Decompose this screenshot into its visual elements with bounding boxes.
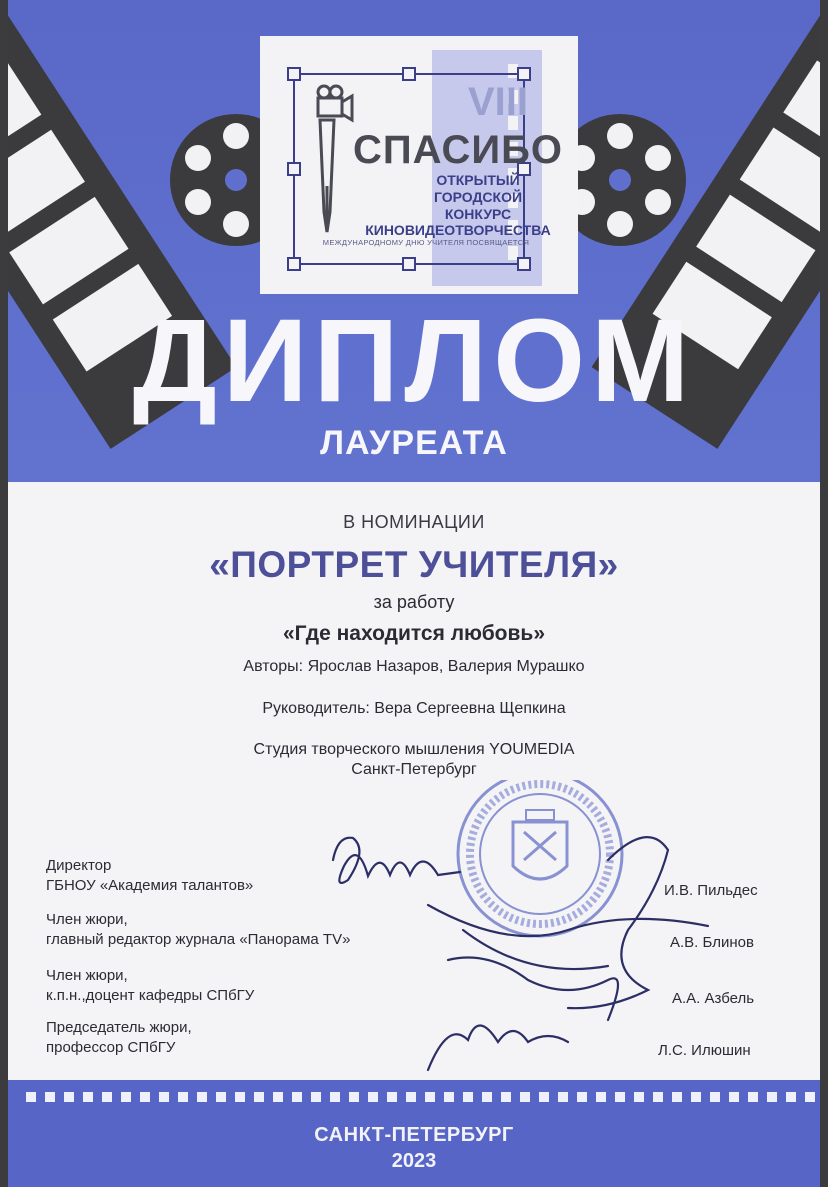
footer-year: 2023 [391, 1150, 437, 1172]
supervisor: Руководитель: Вера Сергеевна Щепкина [262, 700, 566, 717]
logo-edition: VIII [467, 80, 529, 124]
signatory-4-org: профессор СПбГУ [46, 1039, 176, 1056]
signatory-1-org: ГБНОУ «Академия талантов» [46, 877, 254, 894]
contest-logo [260, 36, 578, 294]
video-camera-icon [318, 86, 352, 120]
logo-line-1: ОТКРЫТЫЙ [436, 172, 520, 188]
signatory-1-role: Директор [46, 857, 112, 874]
work-title: «Где находится любовь» [282, 622, 545, 645]
signatory-2-org: главный редактор журнала «Панорама TV» [46, 931, 351, 948]
studio-city: Санкт-Петербург [351, 761, 477, 778]
signatory-3-org: к.п.н.,доцент кафедры СПбГУ [46, 987, 255, 1004]
nomination-label: В НОМИНАЦИИ [343, 512, 485, 532]
signatory-4-title [46, 1018, 192, 1058]
work-label: за работу [373, 592, 455, 612]
signatory-1-title [46, 856, 253, 896]
diploma-sheet [8, 0, 820, 1187]
logo-line-4: КИНОВИДЕОТВОРЧЕСТВА [365, 222, 551, 238]
logo-title: СПАСИБО [352, 128, 564, 172]
fountain-pen-icon [320, 120, 334, 232]
nomination-title: «ПОРТРЕТ УЧИТЕЛЯ» [209, 544, 619, 585]
logo-line-2: ГОРОДСКОЙ [433, 189, 523, 205]
signatory-2-name: А.В. Блинов [670, 934, 754, 951]
logo-dedication: МЕЖДУНАРОДНОМУ ДНЮ УЧИТЕЛЯ ПОСВЯЩАЕТСЯ [322, 238, 530, 247]
signatory-3-name: А.А. Азбель [672, 990, 755, 1007]
footer-city: САНКТ-ПЕТЕРБУРГ [314, 1124, 514, 1146]
signatory-3-title [46, 966, 254, 1006]
diploma-title: ДИПЛОМ [132, 295, 696, 427]
official-seal [458, 780, 622, 936]
signatory-2-role: Член жюри, [46, 911, 128, 928]
signatory-3-role: Член жюри, [46, 967, 128, 984]
logo-line-3: КОНКУРС [444, 206, 512, 222]
signatory-1-name: И.В. Пильдес [664, 882, 758, 899]
footer-film-perforation-icon [8, 1090, 820, 1106]
diploma-subtitle: ЛАУРЕАТА [320, 424, 508, 462]
signatory-4-name: Л.С. Илюшин [658, 1042, 751, 1059]
signatory-4-role: Председатель жюри, [46, 1019, 192, 1036]
signatory-2-title [46, 910, 350, 950]
studio: Студия творческого мышления YOUMEDIA [253, 741, 575, 758]
authors: Авторы: Ярослав Назаров, Валерия Мурашко [243, 658, 585, 675]
